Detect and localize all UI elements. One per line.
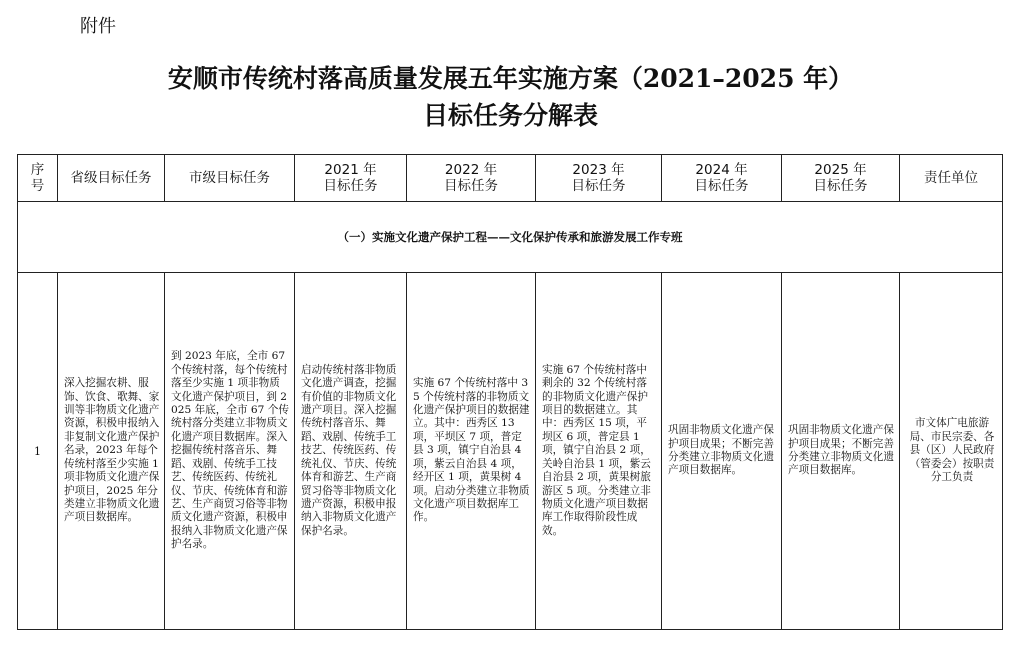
- cell-2024: 巩固非物质文化遗产保护项目成果；不断完善分类建立非物质文化遗产项目数据库。: [662, 273, 782, 630]
- cell-2022: 实施 67 个传统村落中 35 个传统村落的非物质文化遗产保护项目的数据建立。其中：西秀区 13 项，平坝区 7 项，普定县 3 项，镇宁自治县 4 项，紫云自治县 4 项，经开区 1 项，黄果树 4 项。启动分类建立非物质文化遗产项目数据库工作。: [407, 273, 536, 630]
- task-table: [17, 154, 1003, 630]
- cell-2023: 实施 67 个传统村落中剩余的 32 个传统村落的非物质文化遗产保护项目的数据建立。其中：西秀区 15 项，平坝区 6 项，普定县 1 项，镇宁自治县 2 项，关岭自治县 1 项，紫云自治县 2 项，黄果树旅游区 5 项。分类建立非物质文化遗产项目数据库工作取得阶段性成效。: [536, 273, 662, 630]
- header-2024: 2024 年 目标任务: [662, 155, 782, 202]
- cell-2021: 启动传统村落非物质文化遗产调查，挖掘有价值的非物质文化遗产项目。深入挖掘传统村落音乐、舞蹈、戏剧、传统手工技艺、传统医药、传统礼仪、节庆、传统体育和游艺、生产商贸习俗等非物质文化遗产资源，积极申报纳入非物质文化遗产保护名录。: [295, 273, 407, 630]
- header-2021: 2021 年 目标任务: [295, 155, 407, 202]
- header-2022: 2022 年 目标任务: [407, 155, 536, 202]
- header-2025: 2025 年 目标任务: [782, 155, 900, 202]
- header-seq: 序 号: [18, 155, 58, 202]
- cell-provincial: 深入挖掘农耕、服饰、饮食、歌舞、家训等非物质文化遗产资源，积极申报纳入非复制文化遗产保护名录，2023 年每个传统村落至少实施 1 项非物质文化遗产保护项目，2025 年分类建立非物质文化遗产项目数据库。: [58, 273, 165, 630]
- header-provincial: 省级目标任务: [58, 155, 165, 202]
- row-seq: 1: [18, 273, 58, 630]
- cell-responsible: 市文体广电旅游局、市民宗委、各县（区）人民政府（管委会）按职责分工负责: [900, 273, 1003, 630]
- header-responsible: 责任单位: [900, 155, 1003, 202]
- header-2023: 2023 年 目标任务: [536, 155, 662, 202]
- page-title: 安顺市传统村落高质量发展五年实施方案（2021–2025 年）: [167, 64, 854, 93]
- header-row: [18, 155, 1003, 202]
- section-title: （一）实施文化遗产保护工程——文化保护传承和旅游发展工作专班: [18, 202, 1003, 273]
- table-row: [18, 273, 1003, 630]
- page-subtitle: 目标任务分解表: [422, 101, 598, 130]
- cell-city: 到 2023 年底，全市 67 个传统村落，每个传统村落至少实施 1 项非物质文化遗产保护项目，到 2025 年底，全市 67 个传统村落分类建立非物质文化遗产项目数据库。深入挖掘传统村落音乐、舞蹈、戏剧、传统手工技艺、传统医药、传统礼仪、节庆、传统体育和游艺、生产商贸习俗等非物质文化遗产资源，积极申报纳入非物质文化遗产保护名录。: [165, 273, 295, 630]
- section-row: [18, 202, 1003, 273]
- cell-2025: 巩固非物质文化遗产保护项目成果；不断完善分类建立非物质文化遗产项目数据库。: [782, 273, 900, 630]
- header-city: 市级目标任务: [165, 155, 295, 202]
- attachment-label: 附件: [80, 16, 116, 37]
